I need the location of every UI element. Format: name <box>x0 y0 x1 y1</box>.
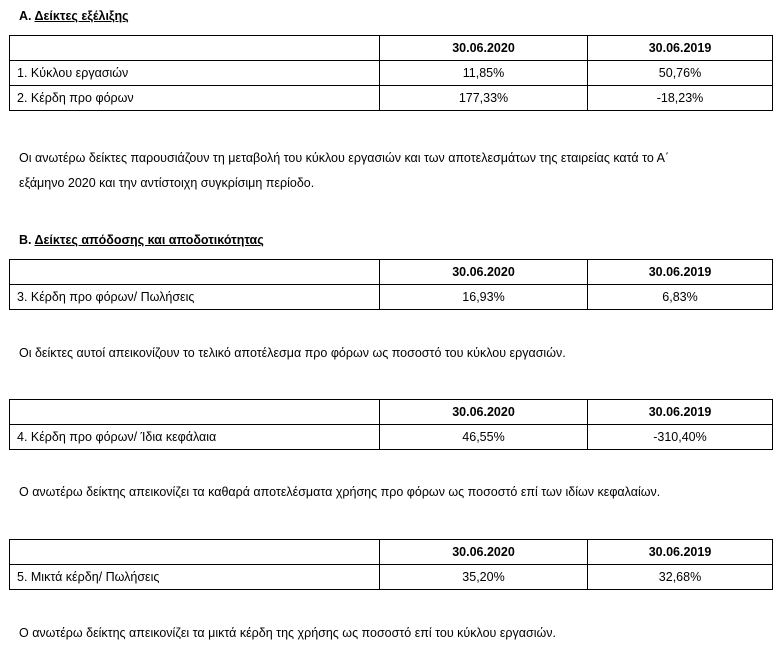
table-pretax-profit-equity <box>9 399 773 450</box>
header-cell-2020: 30.06.2020 <box>380 36 588 61</box>
table-row <box>10 86 773 111</box>
table-row <box>10 565 773 590</box>
header-cell-2019: 30.06.2019 <box>588 36 773 61</box>
header-cell-2020: 30.06.2020 <box>380 540 588 565</box>
row-label: 4. Κέρδη προ φόρων/ Ίδια κεφάλαια <box>10 425 380 450</box>
header-cell-2019: 30.06.2019 <box>588 540 773 565</box>
table-row <box>10 61 773 86</box>
table-row <box>10 425 773 450</box>
header-cell-2020: 30.06.2020 <box>380 400 588 425</box>
header-cell-empty <box>10 400 380 425</box>
table-growth-indicators <box>9 35 773 111</box>
value-2020: 35,20% <box>380 565 588 590</box>
table-header-row <box>10 400 773 425</box>
header-cell-2019: 30.06.2019 <box>588 400 773 425</box>
value-2019: 32,68% <box>588 565 773 590</box>
table-row <box>10 285 773 310</box>
section-a-title: Δείκτες εξέλιξης <box>34 9 129 23</box>
header-cell-2020: 30.06.2020 <box>380 260 588 285</box>
header-cell-empty <box>10 260 380 285</box>
section-a-heading <box>19 9 129 23</box>
section-a-prefix: Α. <box>19 9 35 23</box>
table-header-row <box>10 540 773 565</box>
value-2020: 46,55% <box>380 425 588 450</box>
table-pretax-profit-sales <box>9 259 773 310</box>
value-2019: 6,83% <box>588 285 773 310</box>
table-header-row <box>10 260 773 285</box>
value-2019: -310,40% <box>588 425 773 450</box>
table-4-note: Ο ανωτέρω δείκτης απεικονίζει τα καθαρά αποτελέσματα χρήσης προ φόρων ως ποσοστό επί των ιδίων κεφαλαίων. <box>19 485 661 499</box>
table-gross-profit-sales <box>9 539 773 590</box>
section-a-note-line-2: εξάμηνο 2020 και την αντίστοιχη συγκρίσιμη περίοδο. <box>19 176 315 190</box>
value-2020: 11,85% <box>380 61 588 86</box>
header-cell-2019: 30.06.2019 <box>588 260 773 285</box>
row-label: 2. Κέρδη προ φόρων <box>10 86 380 111</box>
table-3-note: Οι δείκτες αυτοί απεικονίζουν το τελικό αποτέλεσμα προ φόρων ως ποσοστό του κύκλου εργασιών. <box>19 346 566 360</box>
header-cell-empty <box>10 36 380 61</box>
value-2019: 50,76% <box>588 61 773 86</box>
value-2020: 16,93% <box>380 285 588 310</box>
section-a-note-line-1: Οι ανωτέρω δείκτες παρουσιάζουν τη μεταβολή του κύκλου εργασιών και των αποτελεσμάτων της εταιρείας κατά το Α΄ <box>19 151 670 165</box>
value-2019: -18,23% <box>588 86 773 111</box>
section-b-prefix: Β. <box>19 233 35 247</box>
row-label: 3. Κέρδη προ φόρων/ Πωλήσεις <box>10 285 380 310</box>
table-header-row <box>10 36 773 61</box>
section-b-heading <box>19 233 264 247</box>
header-cell-empty <box>10 540 380 565</box>
table-5-note: Ο ανωτέρω δείκτης απεικονίζει τα μικτά κέρδη της χρήσης ως ποσοστό επί του κύκλου εργασιών. <box>19 626 556 640</box>
section-b-title: Δείκτες απόδοσης και αποδοτικότητας <box>34 233 264 247</box>
section-a-note <box>19 146 764 196</box>
row-label: 1. Κύκλου εργασιών <box>10 61 380 86</box>
value-2020: 177,33% <box>380 86 588 111</box>
row-label: 5. Μικτά κέρδη/ Πωλήσεις <box>10 565 380 590</box>
